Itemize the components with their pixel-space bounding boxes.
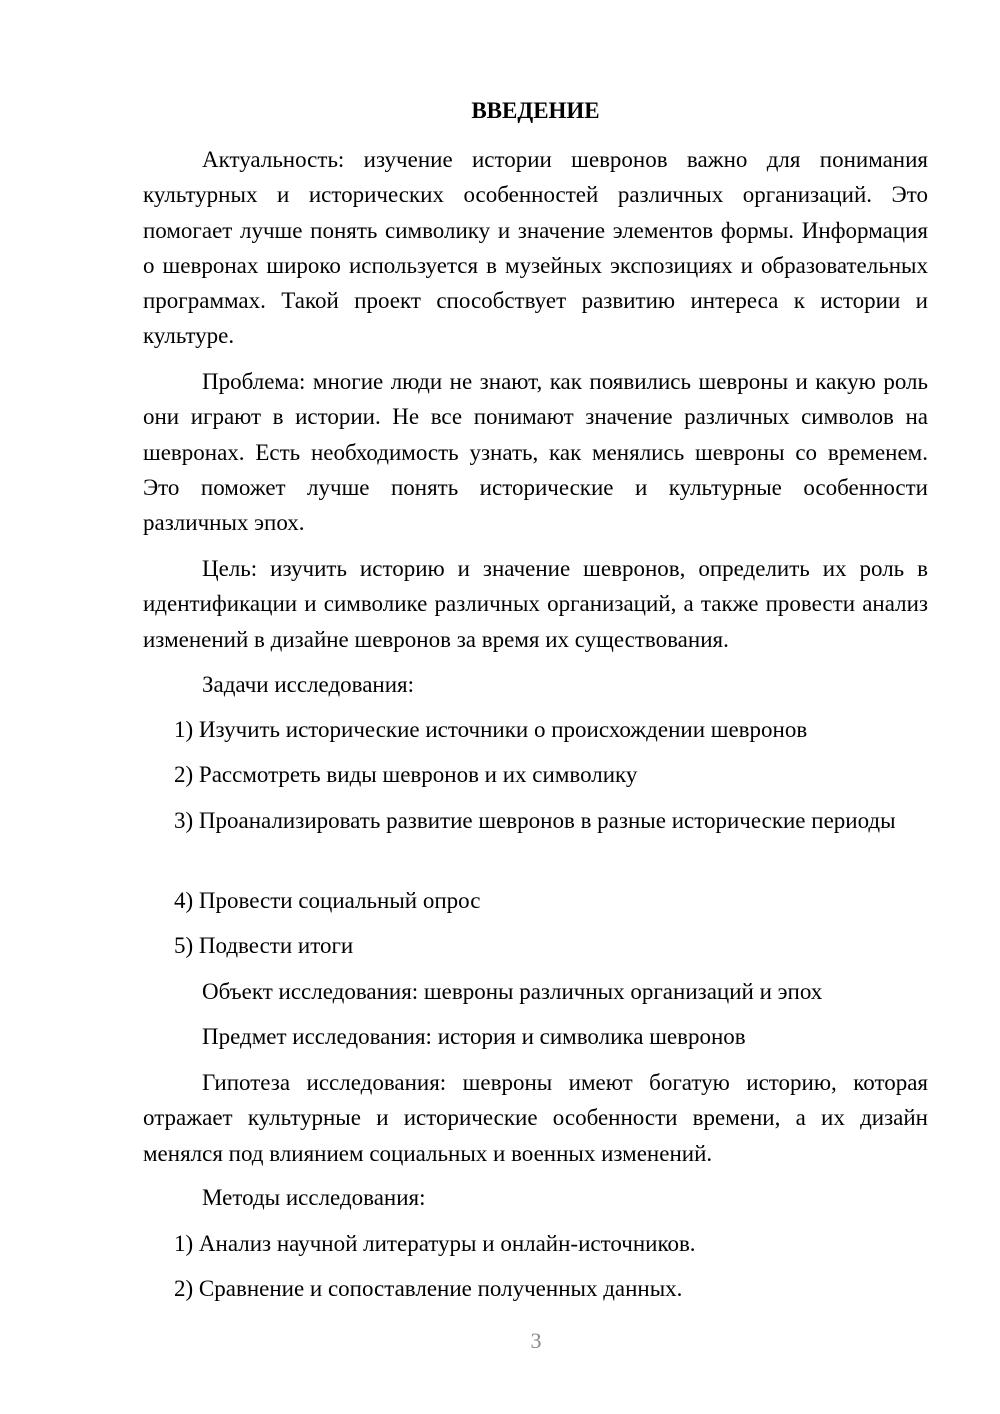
task-item: 3) Проанализировать развитие шевронов в разные исторические периоды bbox=[174, 808, 896, 833]
section-heading: ВВЕДЕНИЕ bbox=[471, 98, 600, 123]
hypothesis-paragraph: Гипотеза исследования: шевроны имеют богатую историю, которая отражает культурные и исторические особенности времени, а их дизайн менялся под влиянием социальных и военных изменений. bbox=[143, 1070, 928, 1166]
method-item: 1) Анализ научной литературы и онлайн-источников. bbox=[174, 1231, 696, 1256]
method-item: 2) Сравнение и сопоставление полученных данных. bbox=[174, 1276, 683, 1301]
task-item: 1) Изучить исторические источники о происхождении шевронов bbox=[174, 717, 808, 742]
relevance-paragraph: Актуальность: изучение истории шевронов важно для понимания культурных и исторических особенностей различных организаций. Это помогает лучше понять символику и значение элементов формы. Информация о шевронах широко используется в музейных экспозициях и образовательных программах. Такой проект способствует развитию интереса к истории и культуре. bbox=[143, 147, 928, 349]
methods-title: Методы исследования: bbox=[202, 1185, 426, 1210]
goal-paragraph: Цель: изучить историю и значение шевронов, определить их роль в идентификации и символике различных организаций, а также провести анализ изменений в дизайне шевронов за время их существования. bbox=[143, 556, 928, 652]
subject-line: Предмет исследования: история и символика шевронов bbox=[202, 1024, 746, 1049]
task-item: 2) Рассмотреть виды шевронов и их символику bbox=[174, 762, 638, 787]
tasks-title: Задачи исследования: bbox=[202, 672, 415, 697]
task-item: 4) Провести социальный опрос bbox=[174, 888, 481, 913]
task-item: 5) Подвести итоги bbox=[174, 933, 354, 958]
object-line: Объект исследования: шевроны различных организаций и эпох bbox=[202, 979, 823, 1004]
page-number: 3 bbox=[530, 1328, 542, 1353]
problem-paragraph: Проблема: многие люди не знают, как появились шевроны и какую роль они играют в истории. Не все понимают значение различных символов на шевронах. Есть необходимость узнать, как менялись шевроны со временем. Это поможет лучше понять исторические и культурные особенности различных эпох. bbox=[143, 369, 928, 536]
